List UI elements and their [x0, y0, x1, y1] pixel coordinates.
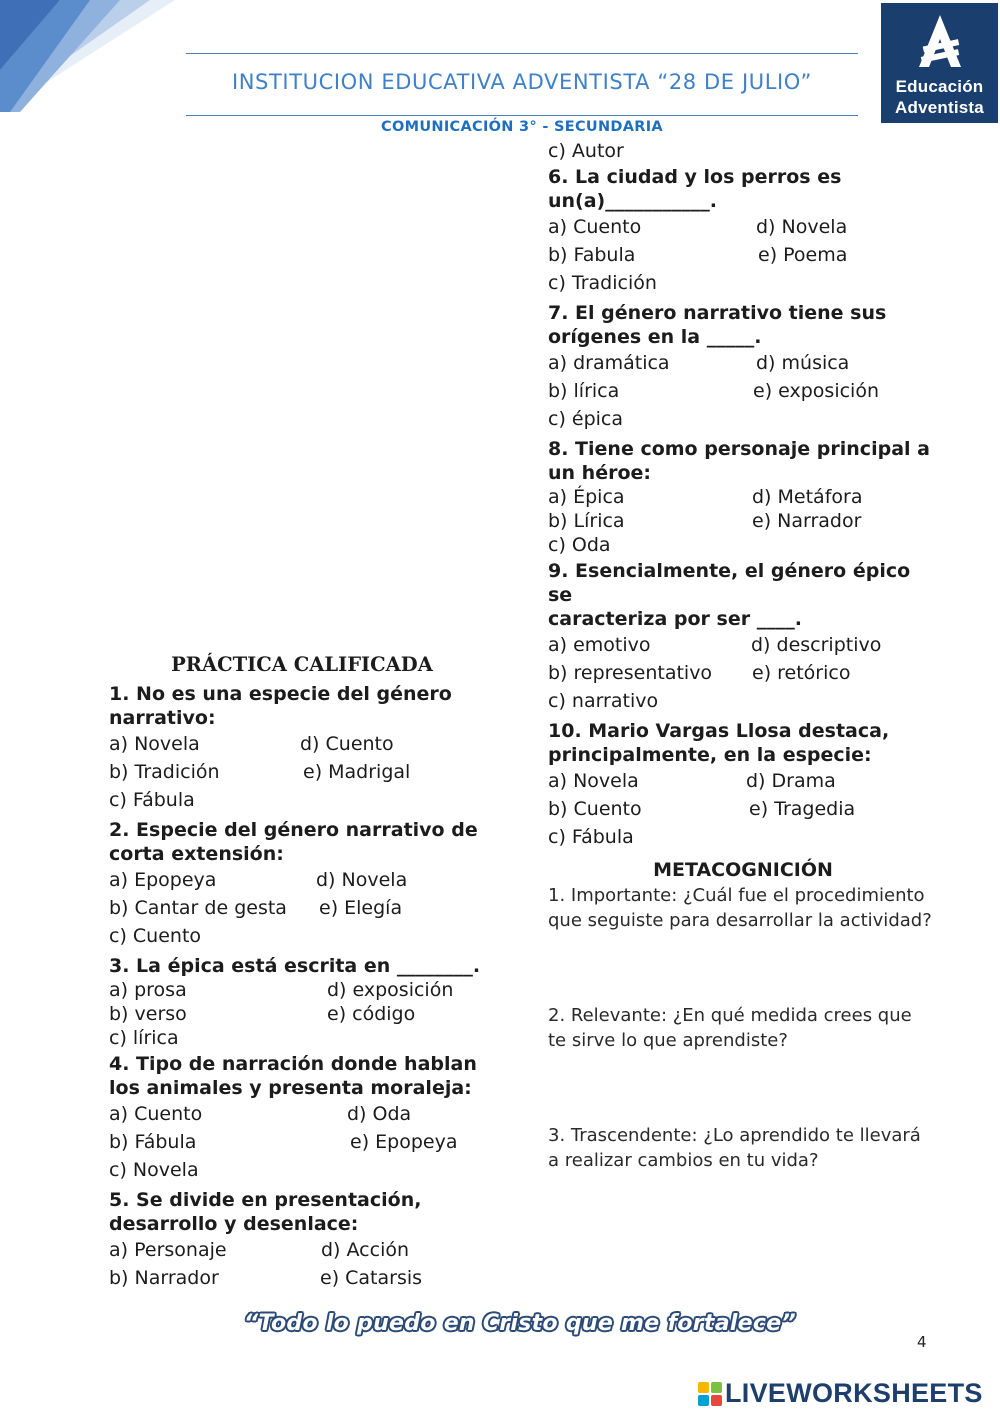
question-1	[109, 682, 489, 814]
logo-text-line1: Educación	[895, 77, 984, 96]
question-6	[548, 165, 938, 297]
options-row	[109, 730, 489, 758]
option-c[interactable]: c) Tradición	[548, 272, 657, 294]
option-b[interactable]: b) representativo	[548, 662, 713, 684]
option-b[interactable]: b) Cuento	[548, 798, 642, 820]
options-row	[548, 377, 938, 405]
practice-title: PRÁCTICA CALIFICADA	[171, 653, 433, 676]
option-a[interactable]: a) emotivo	[548, 634, 651, 656]
metacognition-question-2: 2. Relevante: ¿En qué medida crees que te sirve lo que aprendiste?	[548, 1005, 912, 1051]
option-c[interactable]: c) Fábula	[109, 789, 195, 811]
question-7	[548, 301, 938, 433]
options-row	[109, 1002, 489, 1026]
educacion-adventista-logo	[881, 3, 998, 123]
option-c[interactable]: c) lírica	[109, 1027, 179, 1049]
option-a[interactable]: a) dramática	[548, 352, 670, 374]
question-9	[548, 559, 938, 715]
option-a[interactable]: a) prosa	[109, 979, 187, 1001]
metacognition-title: METACOGNICIÓN	[653, 859, 833, 881]
metacognition-question-1: 1. Importante: ¿Cuál fue el procedimiento que seguiste para desarrollar la actividad?	[548, 885, 932, 931]
corner-decoration	[0, 0, 175, 112]
options-row	[109, 1100, 489, 1128]
option-e[interactable]: e) Poema	[758, 244, 848, 266]
option-b[interactable]: b) lírica	[548, 380, 620, 402]
options-row	[548, 241, 938, 269]
option-a[interactable]: a) Cuento	[109, 1103, 203, 1125]
option-e[interactable]: e) Catarsis	[320, 1267, 423, 1289]
option-e[interactable]: e) Tragedia	[749, 798, 856, 820]
option-d[interactable]: d) Acción	[321, 1239, 410, 1261]
option-b[interactable]: b) Fábula	[109, 1131, 197, 1153]
options-row	[548, 509, 938, 533]
question-8-text: 8. Tiene como personaje principal a un héroe:	[548, 438, 930, 484]
options-row	[109, 894, 489, 922]
question-10	[548, 719, 938, 851]
option-b[interactable]: b) Narrador	[109, 1267, 219, 1289]
option-c[interactable]: c) épica	[548, 408, 624, 430]
header-top-rule	[186, 53, 858, 54]
option-d[interactable]: d) Novela	[756, 216, 848, 238]
option-e[interactable]: e) Narrador	[752, 510, 862, 532]
question-6-text: 6. La ciudad y los perros es un(a)___________.	[548, 166, 842, 212]
option-c[interactable]: c) Cuento	[109, 925, 202, 947]
option-a[interactable]: a) Personaje	[109, 1239, 227, 1261]
option-e[interactable]: e) exposición	[753, 380, 879, 402]
question-4-text: 4. Tipo de narración donde hablan los animales y presenta moraleja:	[109, 1053, 477, 1099]
liveworksheets-logo-icon	[698, 1382, 722, 1406]
carryover-option-c[interactable]: c) Autor	[548, 140, 624, 162]
option-e[interactable]: e) Madrigal	[303, 761, 411, 783]
metacognition-question-3: 3. Trascendente: ¿Lo aprendido te llevará a realizar cambios en tu vida?	[548, 1125, 921, 1171]
option-b[interactable]: b) Lírica	[548, 510, 625, 532]
options-row	[548, 213, 938, 241]
option-a[interactable]: a) Épica	[548, 486, 625, 508]
option-d[interactable]: d) Drama	[746, 770, 836, 792]
option-c[interactable]: c) Fábula	[548, 826, 634, 848]
option-b[interactable]: b) verso	[109, 1003, 187, 1025]
option-d[interactable]: d) Cuento	[300, 733, 394, 755]
logo-text-line2: Adventista	[895, 98, 984, 117]
question-9-text: 9. Esencialmente, el género épico se caracteriza por ser ____.	[548, 560, 911, 630]
option-e[interactable]: e) Elegía	[319, 897, 403, 919]
bible-verse-banner: “Todo lo puedo en Cristo que me fortalece”	[244, 1311, 796, 1336]
options-row	[548, 485, 938, 509]
logo-emblem-icon	[917, 13, 963, 69]
option-e[interactable]: e) código	[327, 1003, 416, 1025]
question-2-text: 2. Especie del género narrativo de corta extensión:	[109, 819, 478, 865]
question-3-text: 3. La épica está escrita en ________.	[109, 955, 481, 977]
option-d[interactable]: d) Metáfora	[752, 486, 863, 508]
question-8	[548, 437, 938, 557]
page-number: 4	[917, 1333, 927, 1351]
question-1-text: 1. No es una especie del género narrativo:	[109, 683, 452, 729]
left-column	[109, 652, 489, 1292]
question-2	[109, 818, 489, 950]
liveworksheets-text: LIVEWORKSHEETS	[725, 1378, 983, 1408]
option-c[interactable]: c) Novela	[109, 1159, 199, 1181]
header-bottom-rule	[186, 115, 858, 116]
option-e[interactable]: e) retórico	[752, 662, 851, 684]
options-row	[109, 978, 489, 1002]
options-row	[109, 866, 489, 894]
options-row	[548, 767, 938, 795]
options-row	[109, 758, 489, 786]
option-d[interactable]: d) exposición	[327, 979, 454, 1001]
options-row	[109, 1264, 489, 1292]
question-10-text: 10. Mario Vargas Llosa destaca, principalmente, en la especie:	[548, 720, 890, 766]
options-row	[109, 1128, 489, 1156]
right-column	[548, 139, 938, 1173]
option-c[interactable]: c) Oda	[548, 534, 611, 556]
option-b[interactable]: b) Tradición	[109, 761, 220, 783]
option-a[interactable]: a) Novela	[109, 733, 200, 755]
option-a[interactable]: a) Novela	[548, 770, 639, 792]
options-row	[109, 1236, 489, 1264]
option-c[interactable]: c) narrativo	[548, 690, 659, 712]
option-b[interactable]: b) Fabula	[548, 244, 636, 266]
option-a[interactable]: a) Cuento	[548, 216, 642, 238]
option-d[interactable]: d) descriptivo	[751, 634, 882, 656]
options-row	[548, 631, 938, 659]
option-d[interactable]: d) Novela	[316, 869, 408, 891]
question-5-text: 5. Se divide en presentación, desarrollo y desenlace:	[109, 1189, 422, 1235]
options-row	[548, 659, 938, 687]
question-4	[109, 1052, 489, 1184]
option-d[interactable]: d) música	[756, 352, 850, 374]
options-row	[548, 795, 938, 823]
option-b[interactable]: b) Cantar de gesta	[109, 897, 287, 919]
question-3	[109, 954, 489, 1050]
option-a[interactable]: a) Epopeya	[109, 869, 217, 891]
options-row	[548, 349, 938, 377]
school-title: INSTITUCION EDUCATIVA ADVENTISTA “28 DE JULIO”	[231, 70, 813, 94]
question-5	[109, 1188, 489, 1292]
option-e[interactable]: e) Epopeya	[350, 1131, 458, 1153]
question-7-text: 7. El género narrativo tiene sus orígenes en la _____.	[548, 302, 887, 348]
subject-heading: COMUNICACIÓN 3° - SECUNDARIA	[381, 119, 663, 135]
option-d[interactable]: d) Oda	[347, 1103, 412, 1125]
